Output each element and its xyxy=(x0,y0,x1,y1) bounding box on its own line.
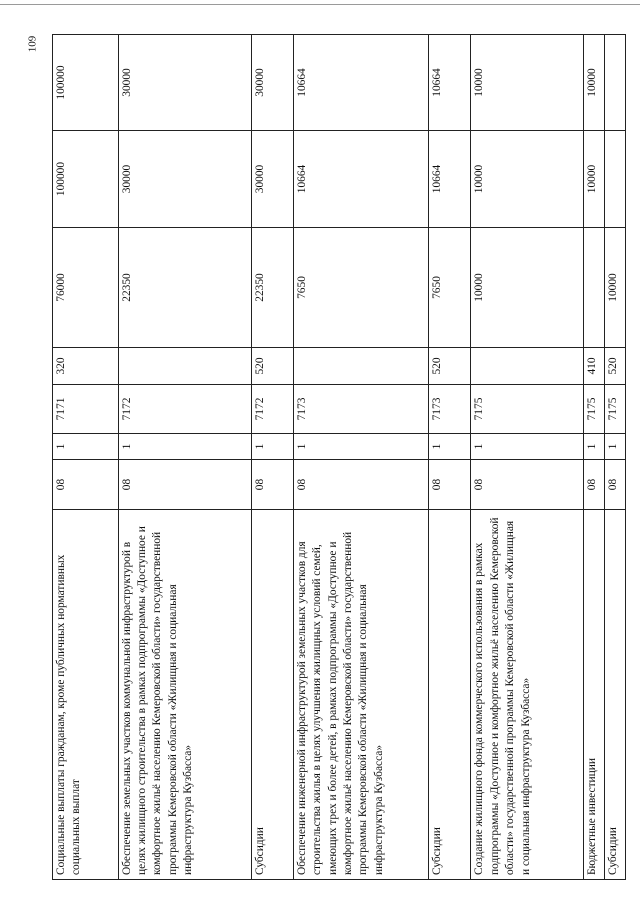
amount-cell-1: 7650 xyxy=(293,228,429,348)
amount-cell-2: 30000 xyxy=(251,131,293,228)
table-row xyxy=(293,35,429,880)
amount-cell-3: 30000 xyxy=(118,35,251,131)
expense-type-cell: 410 xyxy=(584,348,605,385)
amount-cell-3: 10000 xyxy=(584,35,605,131)
expense-type-cell xyxy=(471,348,584,385)
amount-cell-1: 7650 xyxy=(429,228,471,348)
subsection-code-cell: 1 xyxy=(53,434,119,460)
amount-cell-3: 10664 xyxy=(293,35,429,131)
amount-cell-3: 10664 xyxy=(429,35,471,131)
target-code-cell: 7172 xyxy=(251,385,293,434)
section-code-cell: 08 xyxy=(293,460,429,510)
target-code-cell: 7173 xyxy=(293,385,429,434)
table-row xyxy=(584,35,605,880)
expense-type-cell xyxy=(293,348,429,385)
amount-cell-2: 10000 xyxy=(471,131,584,228)
budget-table xyxy=(52,34,626,880)
subsection-code-cell: 1 xyxy=(584,434,605,460)
table-row xyxy=(118,35,251,880)
row-name-cell: Создание жилищного фонда коммерческого использования в рамках подпрограммы «Доступное и комфортное жильё населению Кемеровской области» государственной программы Кемеровской области «Жилищная и социальная инфраструктура Кузбасса» xyxy=(471,510,584,880)
section-code-cell: 08 xyxy=(471,460,584,510)
table-row xyxy=(429,35,471,880)
row-name-cell: Обеспечение земельных участков коммунальной инфраструктурой в целях жилищного строительства в рамках подпрограммы «Доступное и комфортное жильё населению Кемеровской области» государственной программы Кемеровской области «Жилищная и социальная инфраструктура Кузбасса» xyxy=(118,510,251,880)
expense-type-cell: 520 xyxy=(251,348,293,385)
section-code-cell: 08 xyxy=(429,460,471,510)
section-code-cell: 08 xyxy=(584,460,605,510)
target-code-cell: 7172 xyxy=(118,385,251,434)
amount-cell-2: 10664 xyxy=(293,131,429,228)
target-code-cell: 7175 xyxy=(471,385,584,434)
amount-cell-3 xyxy=(605,35,626,131)
amount-cell-3: 10000 xyxy=(471,35,584,131)
section-code-cell: 08 xyxy=(118,460,251,510)
row-name-cell: Социальные выплаты гражданам, кроме публичных нормативных социальных выплат xyxy=(53,510,119,880)
expense-type-cell xyxy=(118,348,251,385)
amount-cell-1 xyxy=(584,228,605,348)
row-name-cell: Субсидии xyxy=(251,510,293,880)
table-row xyxy=(471,35,584,880)
amount-cell-3: 30000 xyxy=(251,35,293,131)
expense-type-cell: 520 xyxy=(605,348,626,385)
table-row xyxy=(605,35,626,880)
target-code-cell: 7173 xyxy=(429,385,471,434)
amount-cell-3: 100000 xyxy=(53,35,119,131)
amount-cell-2: 10664 xyxy=(429,131,471,228)
target-code-cell: 7175 xyxy=(584,385,605,434)
row-name-cell: Субсидии xyxy=(605,510,626,880)
subsection-code-cell: 1 xyxy=(471,434,584,460)
target-code-cell: 7175 xyxy=(605,385,626,434)
subsection-code-cell: 1 xyxy=(118,434,251,460)
amount-cell-2: 30000 xyxy=(118,131,251,228)
table-row xyxy=(53,35,119,880)
expense-type-cell: 520 xyxy=(429,348,471,385)
row-name-cell: Обеспечение инженерной инфраструктурой земельных участков для строительства жилья в целях улучшения жилищных условий семей, имеющих трех и более детей, в рамках подпрограммы «Доступное и комфортное жильё населению Кемеровской области» государственной программы Кемеровской области «Жилищная и социальная инфраструктура Кузбасса» xyxy=(293,510,429,880)
target-code-cell: 7171 xyxy=(53,385,119,434)
row-name-cell: Субсидии xyxy=(429,510,471,880)
section-code-cell: 08 xyxy=(251,460,293,510)
table-row xyxy=(251,35,293,880)
amount-cell-1: 10000 xyxy=(471,228,584,348)
amount-cell-2 xyxy=(605,131,626,228)
row-name-cell: Бюджетные инвестиции xyxy=(584,510,605,880)
page-number: 109 xyxy=(26,35,38,53)
amount-cell-2: 100000 xyxy=(53,131,119,228)
amount-cell-1: 22350 xyxy=(251,228,293,348)
section-code-cell: 08 xyxy=(53,460,119,510)
amount-cell-1: 22350 xyxy=(118,228,251,348)
section-code-cell: 08 xyxy=(605,460,626,510)
subsection-code-cell: 1 xyxy=(293,434,429,460)
subsection-code-cell: 1 xyxy=(429,434,471,460)
expense-type-cell: 320 xyxy=(53,348,119,385)
rotated-page-content xyxy=(52,35,626,880)
subsection-code-cell: 1 xyxy=(251,434,293,460)
amount-cell-2: 10000 xyxy=(584,131,605,228)
amount-cell-1: 10000 xyxy=(605,228,626,348)
subsection-code-cell: 1 xyxy=(605,434,626,460)
amount-cell-1: 76000 xyxy=(53,228,119,348)
scan-edge-line xyxy=(0,4,640,5)
